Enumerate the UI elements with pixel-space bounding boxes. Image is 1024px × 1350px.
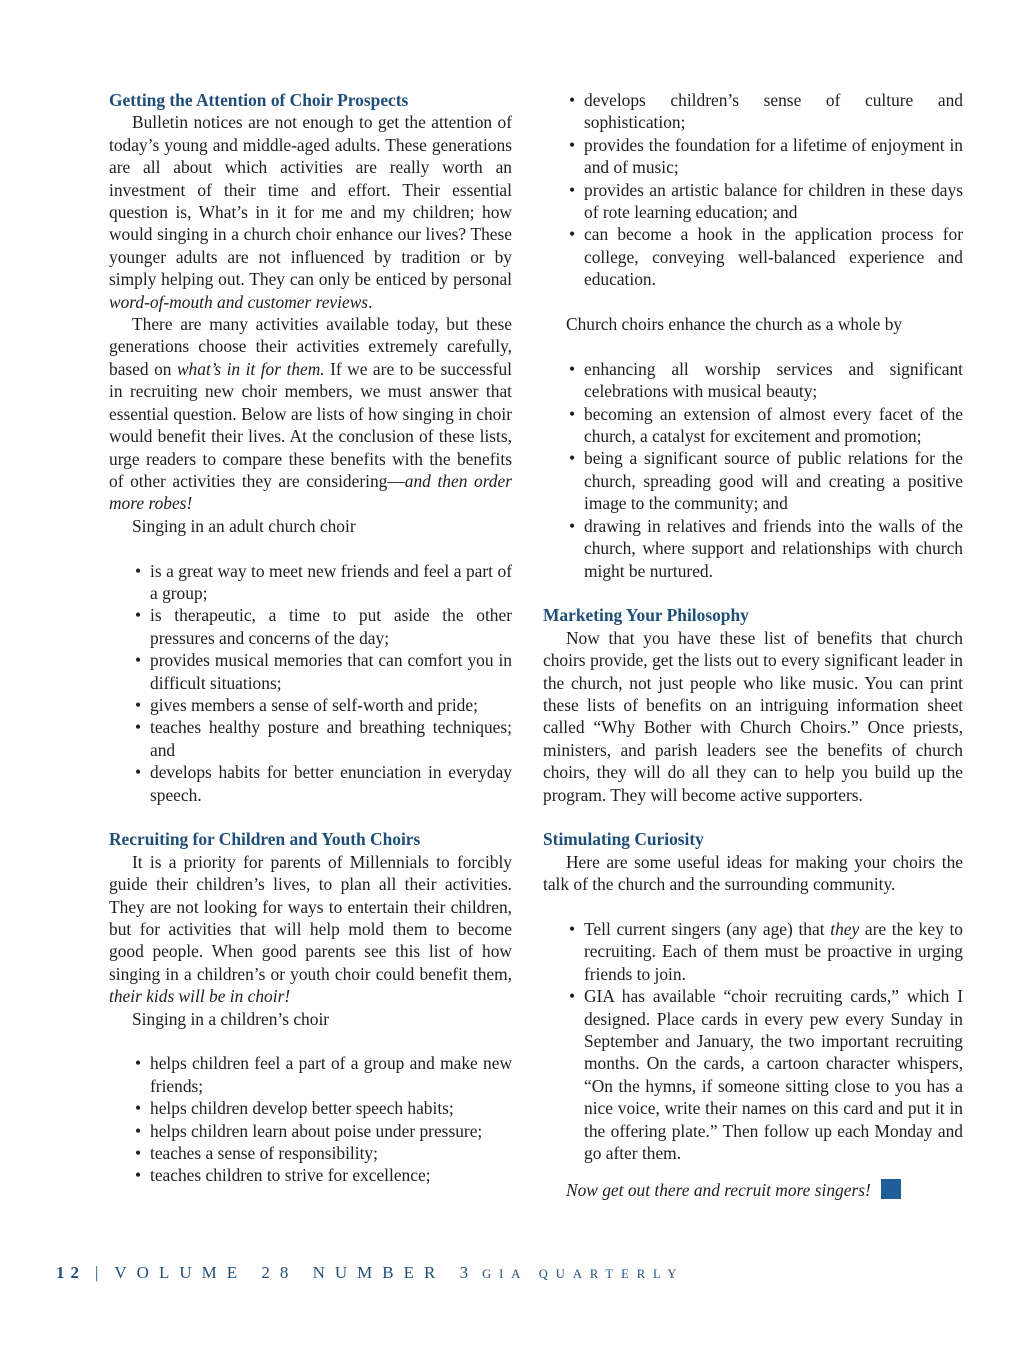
paragraph-attention-1: Bulletin notices are not enough to get the attention of today’s young and middle-aged adults. These generations are all about which activities are really worth an investment of their time and effort. Their essential question is, What’s in it for me and my children; how would singing in a church choir enhance our lives? These younger adults are not influenced by tradition or by simply helping out. They can only be enticed by personal word-of-mouth and customer reviews. bbox=[109, 112, 512, 312]
adult-list-lead: Singing in an adult church choir bbox=[132, 515, 356, 536]
list-item: • develops children’s sense of culture and sophistication; bbox=[566, 89, 963, 134]
list-item: • provides an artistic balance for children in these days of rote learning education; and bbox=[566, 179, 963, 224]
right-column bbox=[543, 89, 963, 1202]
list-item: • provides the foundation for a lifetime of enjoyment in and of music; bbox=[566, 134, 963, 179]
paragraph-curiosity-1: Here are some useful ideas for making your choirs the talk of the church and the surrounding community. bbox=[543, 851, 963, 895]
children-benefits-list bbox=[109, 1052, 512, 1186]
church-benefits-list bbox=[543, 358, 963, 582]
list-item: • enhancing all worship services and significant celebrations with musical beauty; bbox=[566, 358, 963, 403]
ideas-list bbox=[543, 918, 963, 1164]
list-item: • provides musical memories that can comfort you in difficult situations; bbox=[132, 649, 512, 694]
closing-line: Now get out there and recruit more singers! bbox=[543, 1179, 963, 1201]
section-heading-marketing: Marketing Your Philosophy bbox=[543, 605, 749, 626]
list-item: • is therapeutic, a time to put aside the other pressures and concerns of the day; bbox=[132, 604, 512, 649]
list-item: • GIA has available “choir recruiting cards,” which I designed. Place cards in every pew every Sunday in September and January, the two important recruiting months. On the cards, a cartoon character whispers, “On the hymns, if someone sitting close to you has a nice voice, write their names on this card and put it in the offering plate.” Then follow up each Monday and go after them. bbox=[566, 985, 963, 1164]
list-item: • helps children develop better speech habits; bbox=[132, 1097, 512, 1119]
volume-info: VOLUME 28 NUMBER 3 bbox=[114, 1263, 479, 1282]
children-benefits-list-continued bbox=[543, 89, 963, 291]
paragraph-marketing-1: Now that you have these list of benefits that church choirs provide, get the lists out to every significant leader in the church, not just people who like music. You can print these lists of benefits on an intriguing information sheet called “Why Bother with Church Choirs.” Once priests, ministers, and parish leaders see the benefits of church choirs, they will do all they can to help you build up the program. They will become active supporters. bbox=[543, 627, 963, 805]
list-item: • helps children feel a part of a group and make new friends; bbox=[132, 1052, 512, 1097]
section-heading-curiosity: Stimulating Curiosity bbox=[543, 829, 704, 850]
list-item: • can become a hook in the application process for college, conveying well-balanced experience and education. bbox=[566, 223, 963, 290]
publication-name: GIA QUARTERLY bbox=[482, 1267, 685, 1281]
list-item: • becoming an extension of almost every facet of the church, a catalyst for excitement and promotion; bbox=[566, 403, 963, 448]
list-item: • helps children learn about poise under pressure; bbox=[132, 1120, 512, 1142]
list-item: • is a great way to meet new friends and feel a part of a group; bbox=[132, 560, 512, 605]
list-item: • being a significant source of public relations for the church, spreading good will and creating a positive image to the community; and bbox=[566, 447, 963, 514]
list-item: • teaches a sense of responsibility; bbox=[132, 1142, 512, 1164]
end-mark-square-icon bbox=[881, 1179, 901, 1199]
paragraph-attention-2: There are many activities available today, but these generations choose their activities extremely carefully, based on what’s in it for them. If we are to be successful in recruiting new choir members, we must answer that essential question. Below are lists of how singing in choir would benefit their lives. At the conclusion of these lists, urge readers to compare these benefits with the benefits of other activities they are considering—and then order more robes! bbox=[109, 314, 513, 514]
left-column bbox=[109, 89, 512, 1187]
page-number: 12 bbox=[56, 1263, 85, 1282]
list-item: • teaches children to strive for excellence; bbox=[132, 1164, 512, 1186]
list-item: • Tell current singers (any age) that they are the key to recruiting. Each of them must be proactive in urging friends to join. bbox=[566, 918, 963, 985]
adult-benefits-list bbox=[109, 560, 512, 806]
footer-separator: | bbox=[95, 1263, 99, 1282]
list-item: • gives members a sense of self-worth and pride; bbox=[132, 694, 512, 716]
section-heading-children: Recruiting for Children and Youth Choirs bbox=[109, 829, 421, 850]
list-item: • teaches healthy posture and breathing techniques; and bbox=[132, 716, 512, 761]
list-item: • develops habits for better enunciation in everyday speech. bbox=[132, 761, 512, 806]
children-list-lead: Singing in a children’s choir bbox=[132, 1008, 330, 1029]
church-list-lead: Church choirs enhance the church as a whole by bbox=[566, 314, 903, 335]
paragraph-children-1: It is a priority for parents of Millennials to forcibly guide their children’s lives, to plan all their activities. They are not looking for ways to entertain their children, but for activities that will help mold them to become good people. When good parents see this list of how singing in a children’s or youth choir could benefit them, their kids will be in choir! bbox=[109, 851, 512, 1007]
section-heading-attention: Getting the Attention of Choir Prospects bbox=[109, 90, 409, 110]
page-footer bbox=[56, 1263, 756, 1283]
list-item: • drawing in relatives and friends into the walls of the church, where support and relationships with church might be nurtured. bbox=[566, 515, 963, 582]
